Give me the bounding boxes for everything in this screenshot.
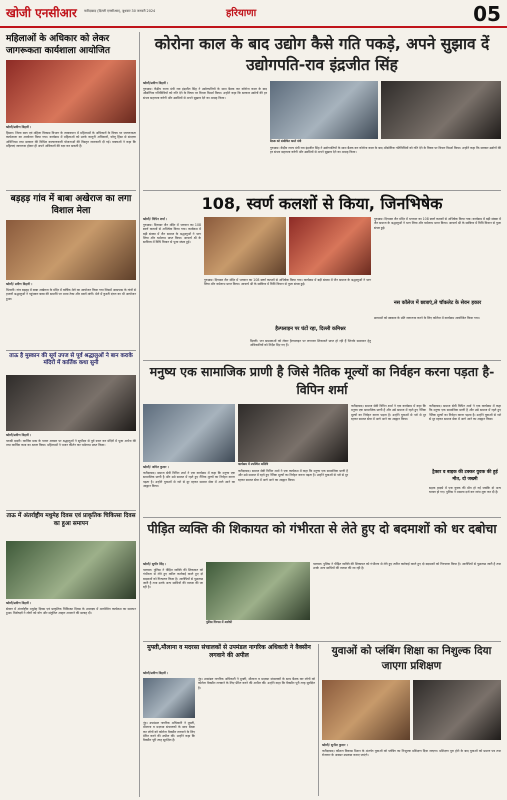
byline-police: खोजी/ सुधीर सिंह । (143, 562, 167, 566)
photo-minister (381, 81, 501, 139)
photo-seminar (143, 404, 235, 462)
photo-stage (238, 404, 348, 462)
divider (6, 190, 136, 191)
byline-tau: खोजी/प्रवीण बिहारी । (6, 433, 32, 437)
byline-kalash: खोजी/ विपिन शर्मा । (143, 217, 168, 221)
body-kalash-right: गुरुग्राम। दिगम्बर जैन मंदिर में भगवान का 108 स्वर्ण कलशों से अभिषेक किया गया। कार्यक्रम में बड़ी संख्या में जैन समाज के श्रद्धालुओं ने भाग लिया और धर्मलाभ प्राप्त किया। आचार्य श्री के सान्निध्य में विधि विधान से पूजा संपन्न हुई। (374, 217, 503, 230)
photo-women (6, 60, 136, 123)
headline-women: महिलाओं के अधिकार को लेकर जागरूकता कार्यशाला आयोजित (6, 34, 110, 56)
caption-arrest: पुलिस गिरफ्त में आरोपी (206, 620, 233, 624)
body-plumbing: फरीदाबाद। कौशल विकास मिशन के अंतर्गत युवाओं को प्लंबिंग का निःशुल्क प्रशिक्षण दिया जाएगा। प्रशिक्षण पूरा होने के बाद युवाओं को प्रमाण पत्र तथा रोजगार के अवसर उपलब्ध कराए जाएंगे। (322, 749, 503, 758)
headline-industry: कोरोना काल के बाद उद्योग कैसे गति पकड़े, अपने सुझाव दें उद्योगपति-राव इंद्रजीत सिंह (154, 35, 490, 74)
divider (6, 510, 136, 511)
caption-meeting: बैठक को संबोधित करते मंत्री (270, 139, 302, 143)
headline-bajarang: बड़हड़ गांव में बाबा अखेराज का लगा विशाल मेला (10, 194, 132, 216)
body-women: हिसार। जिला बाल एवं महिला विकास विभाग के तत्वावधान में महिलाओं के अधिकारों के विषय पर जागरूकता कार्यशाला का आयोजन किया गया। कार्यक्रम में महिलाओं को उनके कानूनी अधिकारों, घरेलू हिंसा से संरक्षण अधिनियम तथा सरकार की विभिन्न कल्याणकारी योजनाओं की विस्तृत जानकारी दी गई। वक्ताओं ने कहा कि महिलाएं जागरूक होकर ही अपने अधिकारों की रक्षा कर सकती हैं। (6, 131, 138, 148)
photo-madrasa (143, 678, 195, 718)
divider (143, 190, 501, 191)
body-kalash: गुरुग्राम। दिगम्बर जैन मंदिर में भगवान का 108 स्वर्ण कलशों से अभिषेक किया गया। कार्यक्रम में बड़ी संख्या में जैन समाज के श्रद्धालुओं ने भाग लिया और धर्मलाभ प्राप्त किया। आचार्य श्री के सान्निध्य में विधि विधान से पूजा संपन्न हुई। (143, 223, 203, 245)
headline-sister: नस कॉलेज में छात्राएं,ले चॉकलेट के सेवन हकार (393, 300, 482, 306)
body-moral-cont: फरीदाबाद। समाज सेवी विपिन शर्मा ने एक कार्यक्रम में कहा कि मनुष्य एक सामाजिक प्राणी है और उसे समाज में रहते हुए नैतिक मूल्यों का निर्वहन करना पड़ता है। उन्होंने युवाओं से नशे से दूर रहकर समाज सेवा में आगे आने का आह्वान किया। (238, 469, 350, 482)
photo-kalash-2 (289, 217, 371, 275)
masthead-date-line: फरीदाबाद (दिल्ली एनसीआर), बुधवार 30 जनवरी 2024 (84, 9, 156, 13)
caption-seminar: कार्यक्रम में उपस्थित अतिथि (238, 462, 269, 466)
body-sister: छात्राओं को स्वास्थ्य के प्रति जागरूक करने के लिए कॉलेज में कार्यक्रम आयोजित किया गया। (374, 316, 480, 320)
body-tau2: सेक्टर में अंतर्राष्ट्रीय मधुमेह दिवस एवं प्राकृतिक चिकित्सा दिवस के उपलक्ष्य में आयोजित कार्यक्रम का समापन हुआ। विशेषज्ञों ने लोगों को योग और संतुलित आहार अपनाने की सलाह दी। (6, 607, 138, 616)
body-industry-cont: गुरुग्राम। केंद्रीय राज्य मंत्री राव इंद्रजीत सिंह ने उद्योगपतियों के साथ बैठक कर कोरोना काल के बाद औद्योगिक गतिविधियों को गति देने के विषय पर विचार विमर्श किया। उन्होंने कहा कि सरकार उद्योगों की हर संभव सहायता करेगी और उद्यमियों से अपने सुझाव देने का आग्रह किया। (270, 146, 503, 155)
byline-industry: खोजी/प्रवीण बिहारी । (143, 81, 169, 85)
divider (143, 360, 501, 361)
headline-madrasa: मुफ्ती,मौलाना व मदरसा संचालकों से उपमंडल नागरिक अधिकारी ने वैक्सीन लगवाने की अपील (147, 644, 311, 659)
divider (143, 517, 501, 518)
divider (143, 641, 501, 642)
body-police: पलवल। पुलिस ने पीड़ित व्यक्ति की शिकायत को गंभीरता से लेते हुए त्वरित कार्रवाई करते हुए दो बदमाशों को गिरफ्तार किया है। आरोपियों से पूछताछ जारी है तथा उनके अन्य साथियों की तलाश की जा रही है। (143, 568, 205, 590)
body-helpline: दिल्ली। जन समस्याओं को लेकर हैल्पलाइन पर लगातार शिकायतें प्राप्त हो रही हैं जिनके समाधान हेतु अधिकारियों को निर्देश दिए गए हैं। (250, 339, 373, 348)
headline-police: पीड़ित व्यक्ति की शिकायत को गंभीरता से लेते हुए दो बदमाशों को धर दबोचा (147, 521, 497, 536)
byline-madrasa: खोजी/प्रवीण बिहारी । (143, 671, 169, 675)
photo-arrest (206, 562, 310, 620)
byline-tau2: खोजी/प्रवीण बिहारी । (6, 601, 32, 605)
headline-tau2: ताऊ में अंतर्राष्ट्रीय मधुमेह दिवस एवं प्राकृतिक चिकित्सा दिवस का हुआ समापन (6, 513, 136, 527)
body-moral-far-right: फरीदाबाद। समाज सेवी विपिन शर्मा ने एक कार्यक्रम में कहा कि मनुष्य एक सामाजिक प्राणी है और उसे समाज में रहते हुए नैतिक मूल्यों का निर्वहन करना पड़ता है। उन्होंने युवाओं से नशे से दूर रहकर समाज सेवा में आगे आने का आह्वान किया। (429, 404, 503, 421)
body-moral-right: फरीदाबाद। समाज सेवी विपिन शर्मा ने एक कार्यक्रम में कहा कि मनुष्य एक सामाजिक प्राणी है और उसे समाज में रहते हुए नैतिक मूल्यों का निर्वहन करना पड़ता है। उन्होंने युवाओं से नशे से दूर रहकर समाज सेवा में आगे आने का आह्वान किया। (351, 404, 428, 421)
body-accident: सड़क हादसे में एक युवक की मौत हो गई जबकि दो अन्य घायल हो गए। पुलिस ने मामला दर्ज कर जांच शुरू कर दी है। (429, 486, 503, 495)
headline-plumbing: युवाओं को प्लंबिंग शिक्षा का निशुल्क दिया जाएगा प्रशिक्षण (331, 645, 492, 672)
body-police-cont: पलवल। पुलिस ने पीड़ित व्यक्ति की शिकायत को गंभीरता से लेते हुए त्वरित कार्रवाई करते हुए दो बदमाशों को गिरफ्तार किया है। आरोपियों से पूछताछ जारी है तथा उनके अन्य साथियों की तलाश की जा रही है। (313, 562, 503, 571)
photo-katha (6, 375, 136, 431)
photo-kalash-1 (204, 217, 286, 275)
headline-tau: ताऊ है मुस्कान की सूर्य उपज से पूर्व श्रद्धालुओं ने बान कराके मंदिरों में कार्तिक कथा सुनी (9, 353, 133, 366)
body-bajarang: भिवानी। गांव बड़हड़ में बाबा अखेराज के मंदिर में वार्षिक मेले का आयोजन किया गया जिसमें आसपास के गांवों से हजारों श्रद्धालुओं ने पहुंचकर बाबा की समाधि पर माथा टेका और मन्नतें मांगी। मेले में कुश्ती दंगल का भी आयोजन हुआ। (6, 288, 138, 301)
byline-bajarang: खोजी/ प्रवीण बिहारी । (6, 282, 33, 286)
byline-women: खोजी/प्रवीण बिहारी । (6, 125, 32, 129)
body-madrasa-left: नूंह। उपमंडल नागरिक अधिकारी ने मुफ्ती, मौलाना व मदरसा संचालकों के साथ बैठक कर लोगों को कोरोना वैक्सीन लगवाने के लिए प्रेरित करने की अपील की। उन्होंने कहा कि वैक्सीन पूरी तरह सुरक्षित है। (143, 721, 197, 743)
page-number: 05 (473, 2, 501, 26)
masthead (0, 0, 507, 32)
photo-meeting (270, 81, 378, 139)
headline-moral: मनुष्य एक सामाजिक प्राणी है जिसे नैतिक मूल्यों का निर्वहन करना पड़ता है-विपिन शर्मा (149, 364, 495, 397)
headline-accident: ट्रैक्टर व बाइक की टक्कर युवक की हुई मौत, दो जख्मी (432, 470, 498, 482)
headline-kalash: 108, स्वर्ण कलशों से किया, जिनभिषेक (201, 194, 443, 213)
region-label: हरियाणा (226, 8, 257, 19)
body-industry: गुरुग्राम। केंद्रीय राज्य मंत्री राव इंद्रजीत सिंह ने उद्योगपतियों के साथ बैठक कर कोरोना काल के बाद औद्योगिक गतिविधियों को गति देने के विषय पर विचार विमर्श किया। उन्होंने कहा कि सरकार उद्योगों की हर संभव सहायता करेगी और उद्यमियों से अपने सुझाव देने का आग्रह किया। (143, 87, 269, 100)
column-divider (139, 32, 140, 797)
masthead-rule (0, 26, 507, 28)
byline-plumbing: खोजी/ सुनील कुमार । (322, 743, 348, 747)
body-kalash-cont: गुरुग्राम। दिगम्बर जैन मंदिर में भगवान का 108 स्वर्ण कलशों से अभिषेक किया गया। कार्यक्रम में बड़ी संख्या में जैन समाज के श्रद्धालुओं ने भाग लिया और धर्मलाभ प्राप्त किया। आचार्य श्री के सान्निध्य में विधि विधान से पूजा संपन्न हुई। (204, 278, 373, 287)
body-moral: फरीदाबाद। समाज सेवी विपिन शर्मा ने एक कार्यक्रम में कहा कि मनुष्य एक सामाजिक प्राणी है और उसे समाज में रहते हुए नैतिक मूल्यों का निर्वहन करना पड़ता है। उन्होंने युवाओं से नशे से दूर रहकर समाज सेवा में आगे आने का आह्वान किया। (143, 471, 237, 488)
masthead-name: खोजी एनसीआर (6, 6, 77, 20)
column-divider (318, 644, 319, 796)
photo-plumbing-2 (413, 680, 501, 740)
byline-moral: खोजी/ अमित कुमार । (143, 465, 169, 469)
headline-helpline: हैल्पलाइन पर घंटों रहा, दिल्ली कमिश्नर (275, 326, 346, 332)
body-tau: चरखी दादरी। कार्तिक मास के पावन अवसर पर श्रद्धालुओं ने सूर्योदय से पूर्व स्नान कर मंदिरों में पूजा अर्चना की तथा कार्तिक कथा का श्रवण किया। महिलाओं ने भजन कीर्तन कर धर्मलाभ प्राप्त किया। (6, 439, 138, 448)
body-madrasa: नूंह। उपमंडल नागरिक अधिकारी ने मुफ्ती, मौलाना व मदरसा संचालकों के साथ बैठक कर लोगों को कोरोना वैक्सीन लगवाने के लिए प्रेरित करने की अपील की। उन्होंने कहा कि वैक्सीन पूरी तरह सुरक्षित है। (198, 677, 317, 690)
photo-plumbing (322, 680, 410, 740)
divider (6, 350, 136, 351)
photo-mela (6, 220, 136, 280)
photo-diabetes (6, 541, 136, 599)
